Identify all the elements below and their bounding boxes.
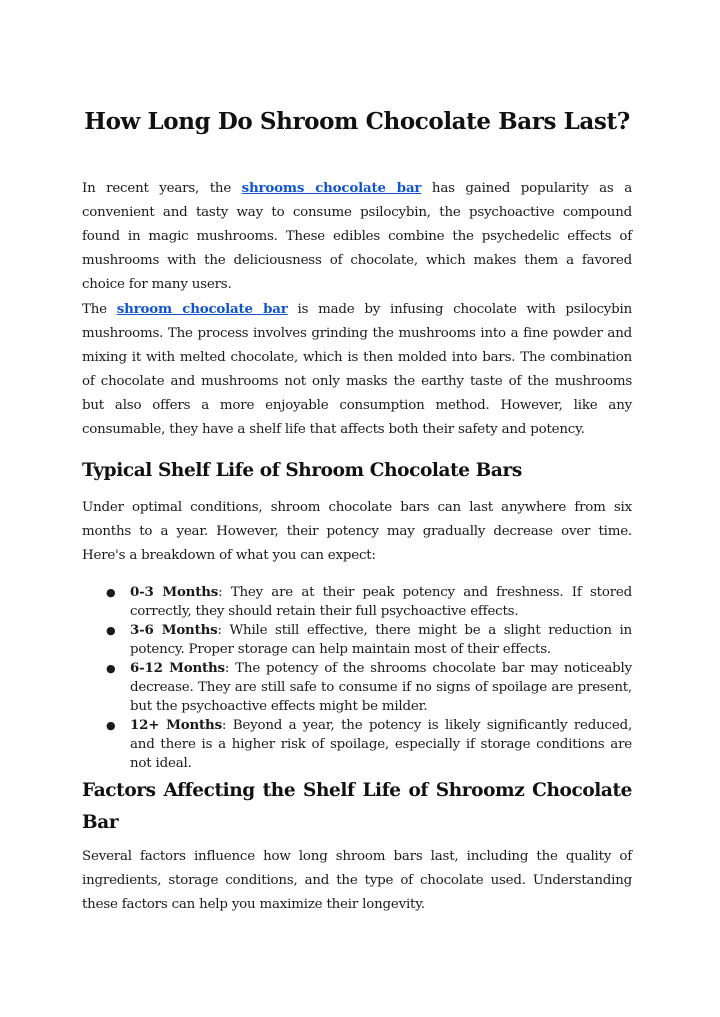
bullet-icon: ● xyxy=(106,719,116,732)
intro-paragraph-1 xyxy=(82,176,632,297)
intro-section xyxy=(82,176,632,442)
bullet-icon: ● xyxy=(106,586,116,599)
list-item-label: 12+ Months xyxy=(130,717,222,733)
bullet-icon: ● xyxy=(106,624,116,637)
list-item-text: : They are at their peak potency and freshness. If stored correctly, they should retain their full psychoactive effects. xyxy=(130,585,632,619)
factors-paragraph: Several factors influence how long shroom bars last, including the quality of ingredients, storage conditions, and the type of chocolate used. Understanding these factors can help you maximize their longevity. xyxy=(82,849,632,912)
list-item-label: 3-6 Months xyxy=(130,622,218,638)
factors-heading: Factors Affecting the Shelf Life of Shroomz Chocolate Bar xyxy=(82,780,632,833)
shelf-life-paragraph: Under optimal conditions, shroom chocolate bars can last anywhere from six months to a year. However, their potency may gradually decrease over time. Here's a breakdown of what you can expect: xyxy=(82,500,632,563)
shroom-chocolate-bar-link[interactable]: shroom chocolate bar xyxy=(116,301,288,317)
intro-p1-text-after: has gained popularity as a convenient and tasty way to consume psilocybin, the psychoactive compound found in magic mushrooms. These edibles combine the psychedelic effects of mushrooms with the deliciousness of chocolate, which makes them a favored choice for many users. xyxy=(82,181,632,292)
list-item-text: : Beyond a year, the potency is likely significantly reduced, and there is a higher risk of spoilage, especially if storage conditions are not ideal. xyxy=(130,718,632,771)
shelf-life-list xyxy=(82,583,632,773)
factors-section xyxy=(82,845,632,917)
shrooms-chocolate-bar-link[interactable]: shrooms chocolate bar xyxy=(241,180,422,196)
list-item xyxy=(82,583,632,621)
list-item-text: : While still effective, there might be a slight reduction in potency. Proper storage can help maintain most of their effects. xyxy=(130,623,632,657)
list-item xyxy=(82,716,632,773)
shelf-life-heading: Typical Shelf Life of Shroom Chocolate Bars xyxy=(82,460,522,481)
list-item-text: : The potency of the shrooms chocolate bar may noticeably decrease. They are still safe to consume if no signs of spoilage are present, but the psychoactive effects might be milder. xyxy=(130,661,633,714)
shelf-life-intro xyxy=(82,496,632,568)
list-item xyxy=(82,621,632,659)
page-title: How Long Do Shroom Chocolate Bars Last? xyxy=(84,108,630,135)
intro-paragraph-2 xyxy=(82,297,632,442)
list-item-label: 6-12 Months xyxy=(130,660,225,676)
intro-p2-text-before: The xyxy=(82,302,117,317)
list-item-label: 0-3 Months xyxy=(130,584,219,600)
intro-p1-text-before: In recent years, the xyxy=(82,181,242,196)
intro-p2-text-after: is made by infusing chocolate with psilocybin mushrooms. The process involves grinding the mushrooms into a fine powder and mixing it with melted chocolate, which is then molded into bars. The combination of chocolate and mushrooms not only masks the earthy taste of the mushrooms but also offers a more enjoyable consumption method. However, like any consumable, they have a shelf life that affects both their safety and potency. xyxy=(82,302,633,437)
list-item xyxy=(82,659,632,716)
bullet-icon: ● xyxy=(106,662,116,675)
